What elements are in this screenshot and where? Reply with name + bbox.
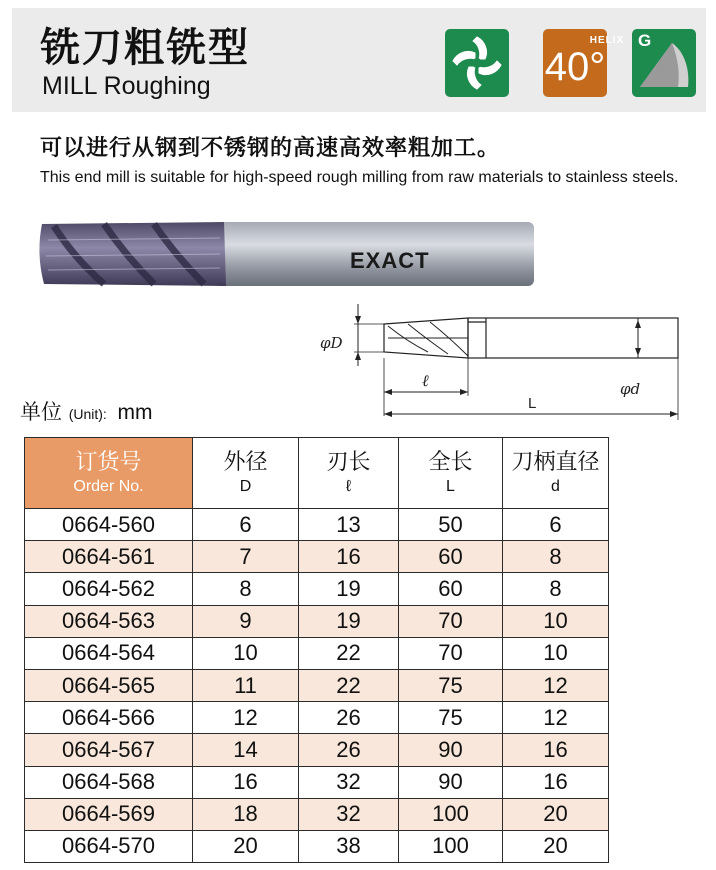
cell-flute-length: 13 bbox=[299, 509, 399, 541]
cell-flute-length: 19 bbox=[299, 573, 399, 605]
cell-order-no: 0664-565 bbox=[25, 669, 193, 701]
cell-order-no: 0664-561 bbox=[25, 541, 193, 573]
dimension-diagram bbox=[318, 296, 688, 424]
cell-flute-length: 22 bbox=[299, 669, 399, 701]
cell-shank-diameter: 12 bbox=[503, 702, 609, 734]
cell-order-no: 0664-566 bbox=[25, 702, 193, 734]
cell-overall-length: 60 bbox=[399, 573, 503, 605]
helix-angle: 40° bbox=[544, 45, 606, 89]
table-row bbox=[25, 605, 609, 637]
cell-flute-length: 16 bbox=[299, 541, 399, 573]
page-subtitle: MILL Roughing bbox=[42, 72, 211, 100]
cell-outer-diameter: 9 bbox=[193, 605, 299, 637]
cell-outer-diameter: 16 bbox=[193, 766, 299, 798]
cell-order-no: 0664-568 bbox=[25, 766, 193, 798]
cell-overall-length: 50 bbox=[399, 509, 503, 541]
cell-shank-diameter: 10 bbox=[503, 637, 609, 669]
cell-overall-length: 90 bbox=[399, 734, 503, 766]
cell-overall-length: 100 bbox=[399, 830, 503, 862]
cell-shank-diameter: 20 bbox=[503, 830, 609, 862]
table-body bbox=[25, 509, 609, 863]
cell-outer-diameter: 7 bbox=[193, 541, 299, 573]
header-flute-length: 刃长 ℓ bbox=[299, 438, 399, 509]
table-row bbox=[25, 798, 609, 830]
cell-order-no: 0664-562 bbox=[25, 573, 193, 605]
table-row bbox=[25, 734, 609, 766]
table-row bbox=[25, 702, 609, 734]
table-row bbox=[25, 573, 609, 605]
header-overall-length: 全长 L bbox=[399, 438, 503, 509]
cell-flute-length: 38 bbox=[299, 830, 399, 862]
helix-label: HELIX bbox=[589, 35, 625, 46]
cell-order-no: 0664-563 bbox=[25, 605, 193, 637]
table-row bbox=[25, 541, 609, 573]
flute-length-label: ℓ bbox=[422, 371, 429, 390]
shank-diameter-label: φd bbox=[620, 380, 641, 398]
cell-overall-length: 75 bbox=[399, 669, 503, 701]
page-title: 铣刀粗铣型 bbox=[40, 25, 250, 71]
cell-shank-diameter: 8 bbox=[503, 573, 609, 605]
cell-shank-diameter: 10 bbox=[503, 605, 609, 637]
end-mill-photo bbox=[34, 218, 542, 290]
cell-outer-diameter: 10 bbox=[193, 637, 299, 669]
cell-shank-diameter: 20 bbox=[503, 798, 609, 830]
cell-flute-length: 32 bbox=[299, 766, 399, 798]
g-grade-icon bbox=[632, 29, 696, 97]
cell-flute-length: 22 bbox=[299, 637, 399, 669]
cell-order-no: 0664-564 bbox=[25, 637, 193, 669]
cell-order-no: 0664-560 bbox=[25, 509, 193, 541]
header-order-no: 订货号 Order No. bbox=[25, 438, 193, 509]
unit-value: mm bbox=[117, 401, 153, 424]
cell-shank-diameter: 12 bbox=[503, 669, 609, 701]
table-row bbox=[25, 766, 609, 798]
cell-outer-diameter: 8 bbox=[193, 573, 299, 605]
description-cn: 可以进行从钢到不锈钢的高速高效率粗加工。 bbox=[40, 136, 501, 161]
table-row bbox=[25, 509, 609, 541]
cell-overall-length: 70 bbox=[399, 605, 503, 637]
cell-overall-length: 100 bbox=[399, 798, 503, 830]
cell-shank-diameter: 16 bbox=[503, 766, 609, 798]
cell-order-no: 0664-570 bbox=[25, 830, 193, 862]
header-outer-diameter: 外径 D bbox=[193, 438, 299, 509]
cell-order-no: 0664-569 bbox=[25, 798, 193, 830]
overall-length-label: L bbox=[528, 395, 537, 412]
cell-flute-length: 26 bbox=[299, 702, 399, 734]
unit-label bbox=[20, 396, 153, 426]
cell-overall-length: 90 bbox=[399, 766, 503, 798]
cell-flute-length: 26 bbox=[299, 734, 399, 766]
four-flute-section-icon bbox=[445, 29, 509, 97]
spec-table bbox=[24, 437, 609, 863]
cell-flute-length: 32 bbox=[299, 798, 399, 830]
cell-order-no: 0664-567 bbox=[25, 734, 193, 766]
table-row bbox=[25, 637, 609, 669]
header-banner bbox=[12, 8, 706, 112]
cell-overall-length: 70 bbox=[399, 637, 503, 669]
diameter-label: φD bbox=[320, 334, 343, 352]
description-en: This end mill is suitable for high-speed rough milling from raw materials to stainless steels. bbox=[40, 169, 679, 186]
header-shank-diameter: 刀柄直径 d bbox=[503, 438, 609, 509]
table-row bbox=[25, 830, 609, 862]
cell-outer-diameter: 14 bbox=[193, 734, 299, 766]
g-grade-label: G bbox=[638, 31, 652, 50]
unit-label-en: (Unit): bbox=[68, 406, 107, 422]
unit-label-cn: 单位 bbox=[20, 400, 62, 424]
cell-outer-diameter: 6 bbox=[193, 509, 299, 541]
cell-outer-diameter: 12 bbox=[193, 702, 299, 734]
cell-shank-diameter: 6 bbox=[503, 509, 609, 541]
cell-shank-diameter: 16 bbox=[503, 734, 609, 766]
cell-outer-diameter: 11 bbox=[193, 669, 299, 701]
cell-shank-diameter: 8 bbox=[503, 541, 609, 573]
cell-overall-length: 60 bbox=[399, 541, 503, 573]
cell-overall-length: 75 bbox=[399, 702, 503, 734]
cell-flute-length: 19 bbox=[299, 605, 399, 637]
cell-outer-diameter: 20 bbox=[193, 830, 299, 862]
helix-40-badge bbox=[543, 29, 625, 97]
brand-logo: EXACT bbox=[350, 248, 430, 273]
cell-outer-diameter: 18 bbox=[193, 798, 299, 830]
table-header-row bbox=[25, 438, 609, 509]
table-row bbox=[25, 669, 609, 701]
